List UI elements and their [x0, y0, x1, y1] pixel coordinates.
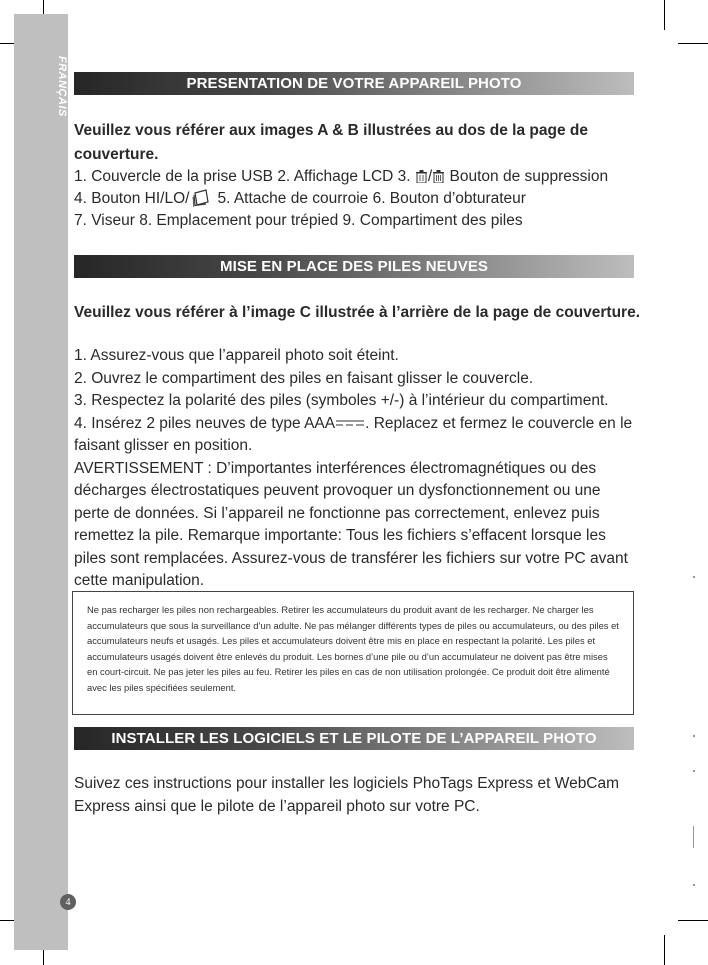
page-number: 4: [60, 894, 76, 910]
crop-mark: [664, 0, 665, 30]
parts-line-3: 7. Viseur 8. Emplacement pour trépied 9. Compartiment des piles: [74, 212, 523, 229]
step-2: 2. Ouvrez le compartiment des piles en faisant glisser le couvercle.: [74, 369, 534, 387]
section-banner-software: INSTALLER LES LOGICIELS ET LE PILOTE DE L’APPAREIL PHOTO: [74, 727, 634, 750]
parts-line-1-a: 1. Couvercle de la prise USB 2. Affichage LCD 3.: [74, 168, 411, 185]
crop-mark: [678, 920, 708, 921]
delete-one-icon: [416, 170, 427, 183]
parts-line-2: [74, 188, 526, 210]
step-1: 1. Assurez-vous que l’appareil photo soit éteint.: [74, 347, 399, 364]
parts-line-1-sep: /: [427, 168, 433, 185]
sidebar-band: [14, 14, 68, 950]
memory-card-icon: [191, 189, 211, 207]
edge-mark: [693, 826, 694, 848]
parts-line-2-a: 4. Bouton HI/LO/: [74, 190, 190, 207]
edge-mark: [693, 576, 695, 578]
edge-mark: [693, 770, 695, 772]
section1-intro-line2: couverture.: [74, 146, 159, 163]
crop-mark: [664, 935, 665, 965]
language-label: FRANÇAIS: [56, 56, 68, 117]
delete-all-icon: [433, 170, 444, 183]
step-3: 3. Respectez la polarité des piles (symboles +/-) à l’intérieur du compartiment.: [74, 392, 609, 409]
warning-text: AVERTISSEMENT : D’importantes interférences électromagnétiques ou des décharges électrostatiques peuvent provoquer un dysfonctionnement ou une perte de données. Si l’appareil ne fonctionne pas correctement, enlevez puis remettez la pile. Remarque importante: Tous les fichiers s’effacent lorsque les piles sont remplacées. Assurez-vous de transférer les fichiers sur votre PC avant cette manipulation.: [74, 459, 628, 589]
section2-intro: Veuillez vous référer à l’image C illustrée à l’arrière de la page de couverture.: [74, 304, 640, 321]
section-banner-presentation: PRESENTATION DE VOTRE APPAREIL PHOTO: [74, 72, 634, 95]
parts-line-2-b: 5. Attache de courroie 6. Bouton d’obturateur: [217, 190, 526, 207]
battery-notice-box: [72, 591, 634, 715]
parts-line-1: [74, 166, 608, 188]
parts-line-1-b: Bouton de suppression: [449, 168, 609, 185]
section1-intro-line1: Veuillez vous référer aux images A & B illustrées au dos de la page de: [74, 122, 588, 139]
section1-intro: [74, 119, 588, 167]
step-4-b: . Replacez et fermez le couvercle en le faisant glisser en position.: [74, 414, 633, 454]
battery-notice-text: Ne pas recharger les piles non rechargeables. Retirer les accumulateurs du produit avant de les recharger. Ne charger les accumulateurs que sous la surveillance d’un adulte. Ne pas mélanger différents types de piles ou accumulateurs, ou des piles et accumulateurs neufs et usagés. Les piles et accumulateurs doivent être mis en place en respectant la polarité. Les piles et accumulateurs usagés doivent être enlevés du produit. Les bornes d’une pile ou d’un accumulateur ne doivent pas être mises en court-circuit. Ne pas jeter les piles au feu. Retirer les piles en cas de non utilisation prolongée. Ce produit doit être alimenté avec les piles spécifiées seulement.: [87, 604, 619, 693]
step-4: [74, 413, 634, 458]
step-4-a: 4. Insérez 2 piles neuves de type AAA: [74, 414, 336, 432]
edge-mark: [693, 735, 695, 737]
crop-mark: [678, 43, 708, 44]
software-instructions: Suivez ces instructions pour installer les logiciels PhoTags Express et WebCam Express ainsi que le pilote de l’appareil photo sur votre PC.: [74, 775, 620, 815]
edge-mark: [693, 884, 695, 886]
battery-steps: [74, 345, 634, 593]
section-banner-batteries: MISE EN PLACE DES PILES NEUVES: [74, 255, 634, 278]
dc-battery-icon: [335, 419, 365, 427]
